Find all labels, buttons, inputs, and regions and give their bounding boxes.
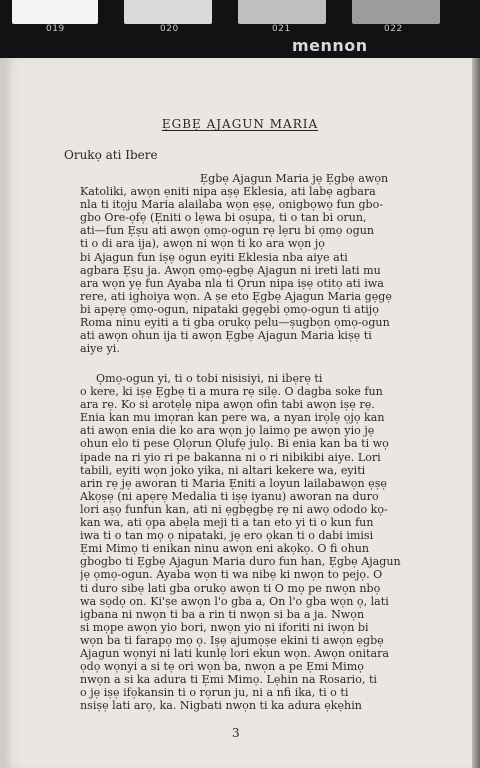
swatch-020 bbox=[124, 0, 212, 24]
text-line: ara rẹ. Ko si arotẹlẹ nipa awọn ofin tabi awọn iṣẹ rẹ. bbox=[80, 398, 375, 412]
brand-logo: mennon bbox=[292, 36, 368, 55]
text-line: arin rẹ jẹ aworan ti Maria Ẹniti a loyun lailabawọn ẹṣẹ bbox=[80, 476, 387, 490]
text-line: ati awọn enia die ko ara wọn jọ laimọ pe awọn yio jẹ bbox=[80, 424, 375, 438]
page-number: 3 bbox=[232, 726, 240, 740]
text-line: si mọpe awọn yio bori, nwọn yio ni iforiti ni iwọn bi bbox=[80, 620, 369, 634]
text-line: wa sọdọ on. Ki'ṣe awọn l'o gba a, On l'o gba wọn ọ, lati bbox=[80, 594, 389, 608]
text-line: igbana ni nwọn ti ba a rin ti nwọn si ba a ja. Nwọn bbox=[80, 607, 365, 621]
text-line: gbo Ore-ọfẹ (Ẹniti o lẹwa bi oṣupa, ti o tan bi orun, bbox=[80, 211, 367, 225]
text-line: tabili, eyiti wọn joko yika, ni altari kekere wa, eyiti bbox=[80, 463, 366, 477]
text-line: o jẹ iṣẹ ifọkansin ti o rọrun ju, ni a nfi ika, ti o ti bbox=[80, 686, 349, 700]
text-line: bi Ajagun fun iṣẹ ogun eyiti Eklesia nba aiye ati bbox=[80, 250, 348, 264]
text-line: o kere, ki iṣẹ Ẹgbẹ ti a mura rẹ silẹ. O dagba soke fun bbox=[80, 385, 383, 399]
page-gutter bbox=[0, 58, 12, 768]
swatch-022 bbox=[352, 0, 440, 24]
text-line: aiye yi. bbox=[80, 342, 120, 356]
text-line: bi apẹrẹ ọmọ-ogun, nipataki gẹgẹbi ọmọ-ogun ti atijọ bbox=[80, 302, 379, 316]
text-line: rere, ati ighoiya wọn. A ṣe eto Ẹgbẹ Ajagun Maria gẹgẹ bbox=[80, 289, 392, 303]
text-line: ọdọ wọnyi a si tẹ ori wọn ba, nwọn a pe Ẹmi Mimọ bbox=[80, 660, 364, 674]
text-line: agbara Ẹṣu ja. Awọn ọmọ-ẹgbẹ Ajagun ni ireti lati mu bbox=[80, 263, 381, 277]
text-line: Enia kan mu imọran kan pere wa, a nyan irọlẹ ọjọ kan bbox=[80, 411, 385, 425]
text-line: wọn ba ti farapọ mọ ọ. Iṣẹ ajumọṣe ekini ti awọn ẹgbẹ bbox=[80, 633, 384, 647]
swatch-021 bbox=[238, 0, 326, 24]
text-line: ti o di ara ija), awọn ni wọn ti ko ara wọn jọ bbox=[80, 237, 325, 251]
text-line: nwọn a si ka adura ti Ẹmi Mimọ. Lẹhin na Rosario, ti bbox=[80, 673, 377, 687]
page-edge bbox=[472, 58, 480, 768]
text-line: ipade na ri yio ri pe bakanna ni o ri nibikibi aiye. Lori bbox=[80, 450, 381, 464]
swatch-number-022: 022 bbox=[384, 24, 403, 34]
color-scale-bar bbox=[0, 0, 480, 58]
text-line: Ajagun wọnyi ni lati kunlẹ lori ekun wọn. Awọn onitara bbox=[80, 646, 390, 660]
text-line: ara wọn yẹ fun Ayaba nla ti Ọrun nipa iṣẹ otitọ ati iwa bbox=[80, 276, 384, 290]
text-line: Roma ninu eyiti a ti gba orukọ pelu—ṣugbọn ọmọ-ogun bbox=[80, 316, 390, 330]
text-line: nla ti itọju Maria alailaba wọn ẹṣẹ, onigbọwọ fun gbo- bbox=[80, 198, 384, 212]
text-line: Ọmọ-ogun yi, ti o tobi nisisiyi, ni ibẹrẹ ti bbox=[96, 372, 323, 385]
text-line: Akọṣẹ (ni apẹrẹ Medalia ti iṣẹ iyanu) aworan na duro bbox=[80, 489, 379, 503]
swatch-number-021: 021 bbox=[272, 24, 291, 34]
swatch-019 bbox=[12, 0, 98, 24]
text-line: ati awọn ohun ija ti awọn Ẹgbẹ Ajagun Maria kiṣẹ ti bbox=[80, 329, 372, 343]
text-line: ti duro sibẹ lati gba orukọ awọn ti O mọ pe nwọn nbọ bbox=[80, 581, 381, 595]
text-line: nsiṣẹ lati arọ, ka. Nigbati nwọn ti ka adura ẹkẹhin bbox=[80, 699, 362, 713]
text-line: Katoliki, awọn ẹniti nipa aṣẹ Eklesia, ati labẹ agbara bbox=[80, 185, 376, 199]
text-line: iwa ti o tan mọ ọ nipataki, jẹ ero ọkan ti o dabi imisi bbox=[80, 529, 374, 543]
text-line: gbogbo ti Ẹgbẹ Ajagun Maria duro fun han, Ẹgbẹ Ajagun bbox=[80, 555, 401, 569]
document-title: ẸGBẸ AJAGUN MARIA bbox=[161, 117, 319, 131]
text-line: jẹ ọmọ-ogun. Ayaba wọn ti wa nibẹ ki nwọn to pejọ. O bbox=[80, 568, 383, 582]
text-line: Ẹmi Mimọ ti enikan ninu awọn eni akọkọ. O fi ohun bbox=[80, 542, 370, 556]
paragraph-1 bbox=[80, 172, 420, 355]
text-line: lori aṣọ funfun kan, ati ni ẹgbẹgbẹ rẹ ni awọ ododo kọ- bbox=[80, 502, 388, 516]
section-subheading: Orukọ ati Ibere bbox=[64, 148, 158, 162]
text-line: kan wa, ati ọpa abẹla meji ti a tan eto yi ti o kun fun bbox=[80, 516, 374, 530]
swatch-number-019: 019 bbox=[46, 24, 65, 34]
paragraph-2 bbox=[80, 372, 420, 712]
text-line: ohun elo ti pese Ọlọrun Ọlufẹ julọ. Bi enia kan ba ti wọ bbox=[80, 437, 389, 451]
text-line: Ẹgbẹ Ajagun Maria jẹ Ẹgbẹ awọn bbox=[200, 172, 389, 185]
text-line: ati—fun Ẹṣu ati awọn ọmọ-ogun rẹ lẹru bi ọmọ ogun bbox=[80, 224, 375, 238]
swatch-number-020: 020 bbox=[160, 24, 179, 34]
